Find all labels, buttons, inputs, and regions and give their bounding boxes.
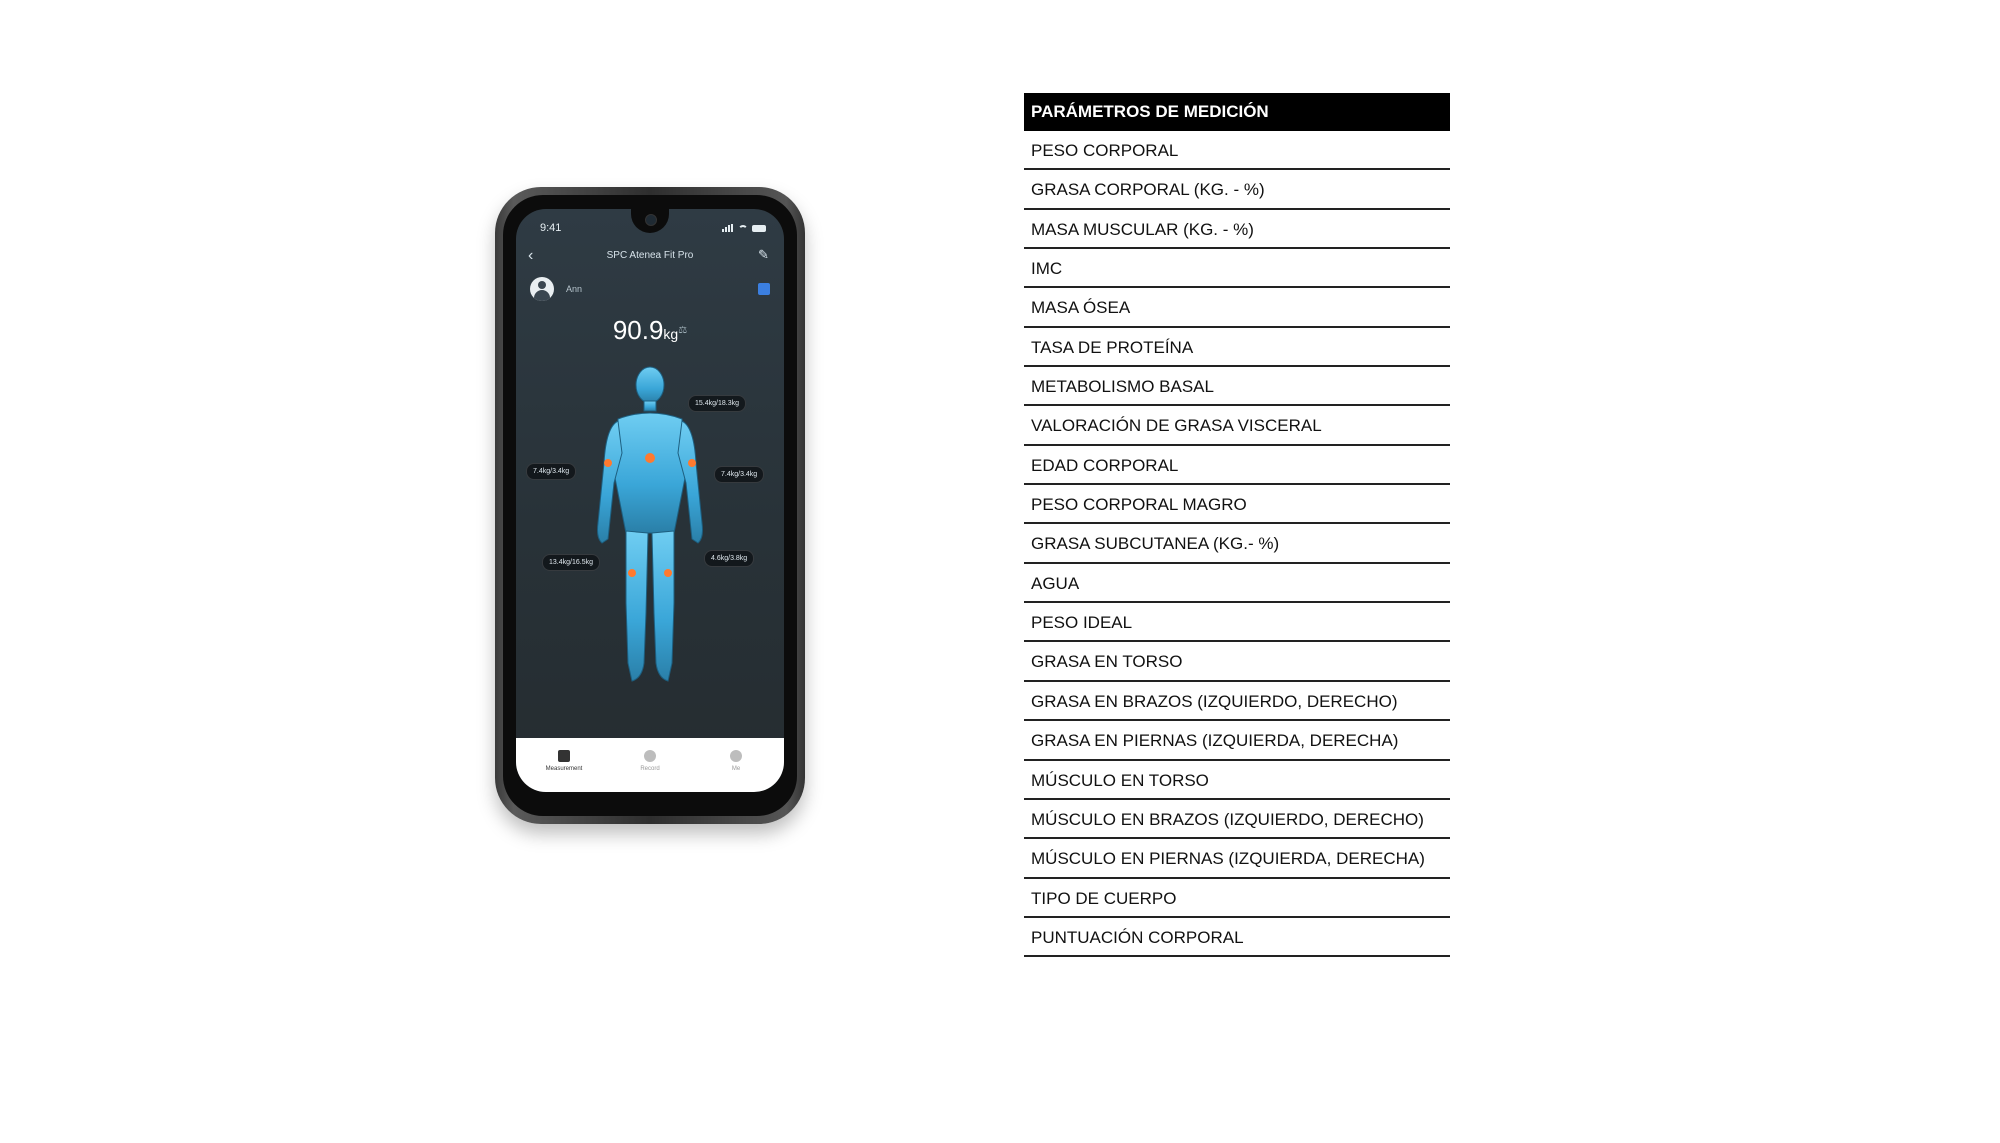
- table-row: PESO CORPORAL MAGRO: [1024, 485, 1450, 524]
- back-arrow-icon[interactable]: ‹: [528, 247, 534, 264]
- battery-icon: [752, 225, 766, 232]
- table-row: MÚSCULO EN BRAZOS (IZQUIERDO, DERECHO): [1024, 800, 1450, 839]
- table-row: MÚSCULO EN PIERNAS (IZQUIERDA, DERECHA): [1024, 839, 1450, 878]
- weight-display: [516, 315, 784, 346]
- app-header: [516, 247, 784, 267]
- table-row: MASA MUSCULAR (KG. - %): [1024, 210, 1450, 249]
- parameters-table: [1024, 93, 1450, 957]
- user-name: Ann: [566, 284, 583, 294]
- table-header: PARÁMETROS DE MEDICIÓN: [1024, 93, 1450, 131]
- nav-tab-record[interactable]: Record: [615, 750, 685, 772]
- table-row: MASA ÓSEA: [1024, 288, 1450, 327]
- status-bar: [540, 222, 766, 236]
- table-row: PESO IDEAL: [1024, 603, 1450, 642]
- table-row: IMC: [1024, 249, 1450, 288]
- app-title: SPC Atenea Fit Pro: [606, 250, 694, 261]
- phone-mockup: [495, 187, 805, 824]
- table-row: PESO CORPORAL: [1024, 131, 1450, 170]
- marker-right-leg: [664, 569, 672, 577]
- nav-tab-measurement[interactable]: Measurement: [529, 750, 599, 772]
- segment-label-low-right: 4.6kg/3.8kg: [704, 550, 754, 567]
- table-row: METABOLISMO BASAL: [1024, 367, 1450, 406]
- table-row: GRASA EN TORSO: [1024, 642, 1450, 681]
- avatar[interactable]: [530, 277, 554, 301]
- table-row: EDAD CORPORAL: [1024, 446, 1450, 485]
- segment-label-low-left: 13.4kg/16.5kg: [542, 554, 600, 571]
- bluetooth-badge-icon[interactable]: [758, 283, 770, 295]
- phone-screen: [516, 209, 784, 792]
- body-figure: [590, 363, 710, 688]
- weight-value: 90.9: [612, 315, 664, 345]
- segment-label-top-right: 15.4kg/18.3kg: [688, 395, 746, 412]
- nav-tab-me[interactable]: Me: [701, 750, 771, 772]
- table-row: VALORACIÓN DE GRASA VISCERAL: [1024, 406, 1450, 445]
- table-row: TIPO DE CUERPO: [1024, 879, 1450, 918]
- marker-right-arm: [688, 459, 696, 467]
- weight-unit: kg: [663, 326, 679, 342]
- table-row: TASA DE PROTEÍNA: [1024, 328, 1450, 367]
- table-rows: [1024, 131, 1450, 957]
- table-row: GRASA SUBCUTANEA (KG.- %): [1024, 524, 1450, 563]
- body-silhouette: [598, 367, 703, 681]
- table-row: MÚSCULO EN TORSO: [1024, 761, 1450, 800]
- signal-icon: [722, 224, 734, 233]
- measurement-icon: [558, 750, 570, 762]
- marker-torso: [645, 453, 655, 463]
- user-row: [530, 277, 770, 303]
- table-row: AGUA: [1024, 564, 1450, 603]
- table-row: GRASA CORPORAL (KG. - %): [1024, 170, 1450, 209]
- phone-bezel: [503, 195, 797, 816]
- table-row: GRASA EN PIERNAS (IZQUIERDA, DERECHA): [1024, 721, 1450, 760]
- marker-left-arm: [604, 459, 612, 467]
- record-icon: [644, 750, 656, 762]
- table-row: GRASA EN BRAZOS (IZQUIERDO, DERECHO): [1024, 682, 1450, 721]
- segment-label-mid-left: 7.4kg/3.4kg: [526, 463, 576, 480]
- status-icons: [722, 224, 766, 233]
- table-row: PUNTUACIÓN CORPORAL: [1024, 918, 1450, 957]
- scale-icon: ⚖: [678, 324, 688, 336]
- marker-left-leg: [628, 569, 636, 577]
- wifi-icon: [738, 225, 748, 233]
- bottom-nav: [516, 738, 784, 792]
- status-time: 9:41: [540, 222, 562, 234]
- user-icon: [730, 750, 742, 762]
- edit-icon[interactable]: ✎: [758, 247, 769, 262]
- segment-label-mid-right: 7.4kg/3.4kg: [714, 466, 764, 483]
